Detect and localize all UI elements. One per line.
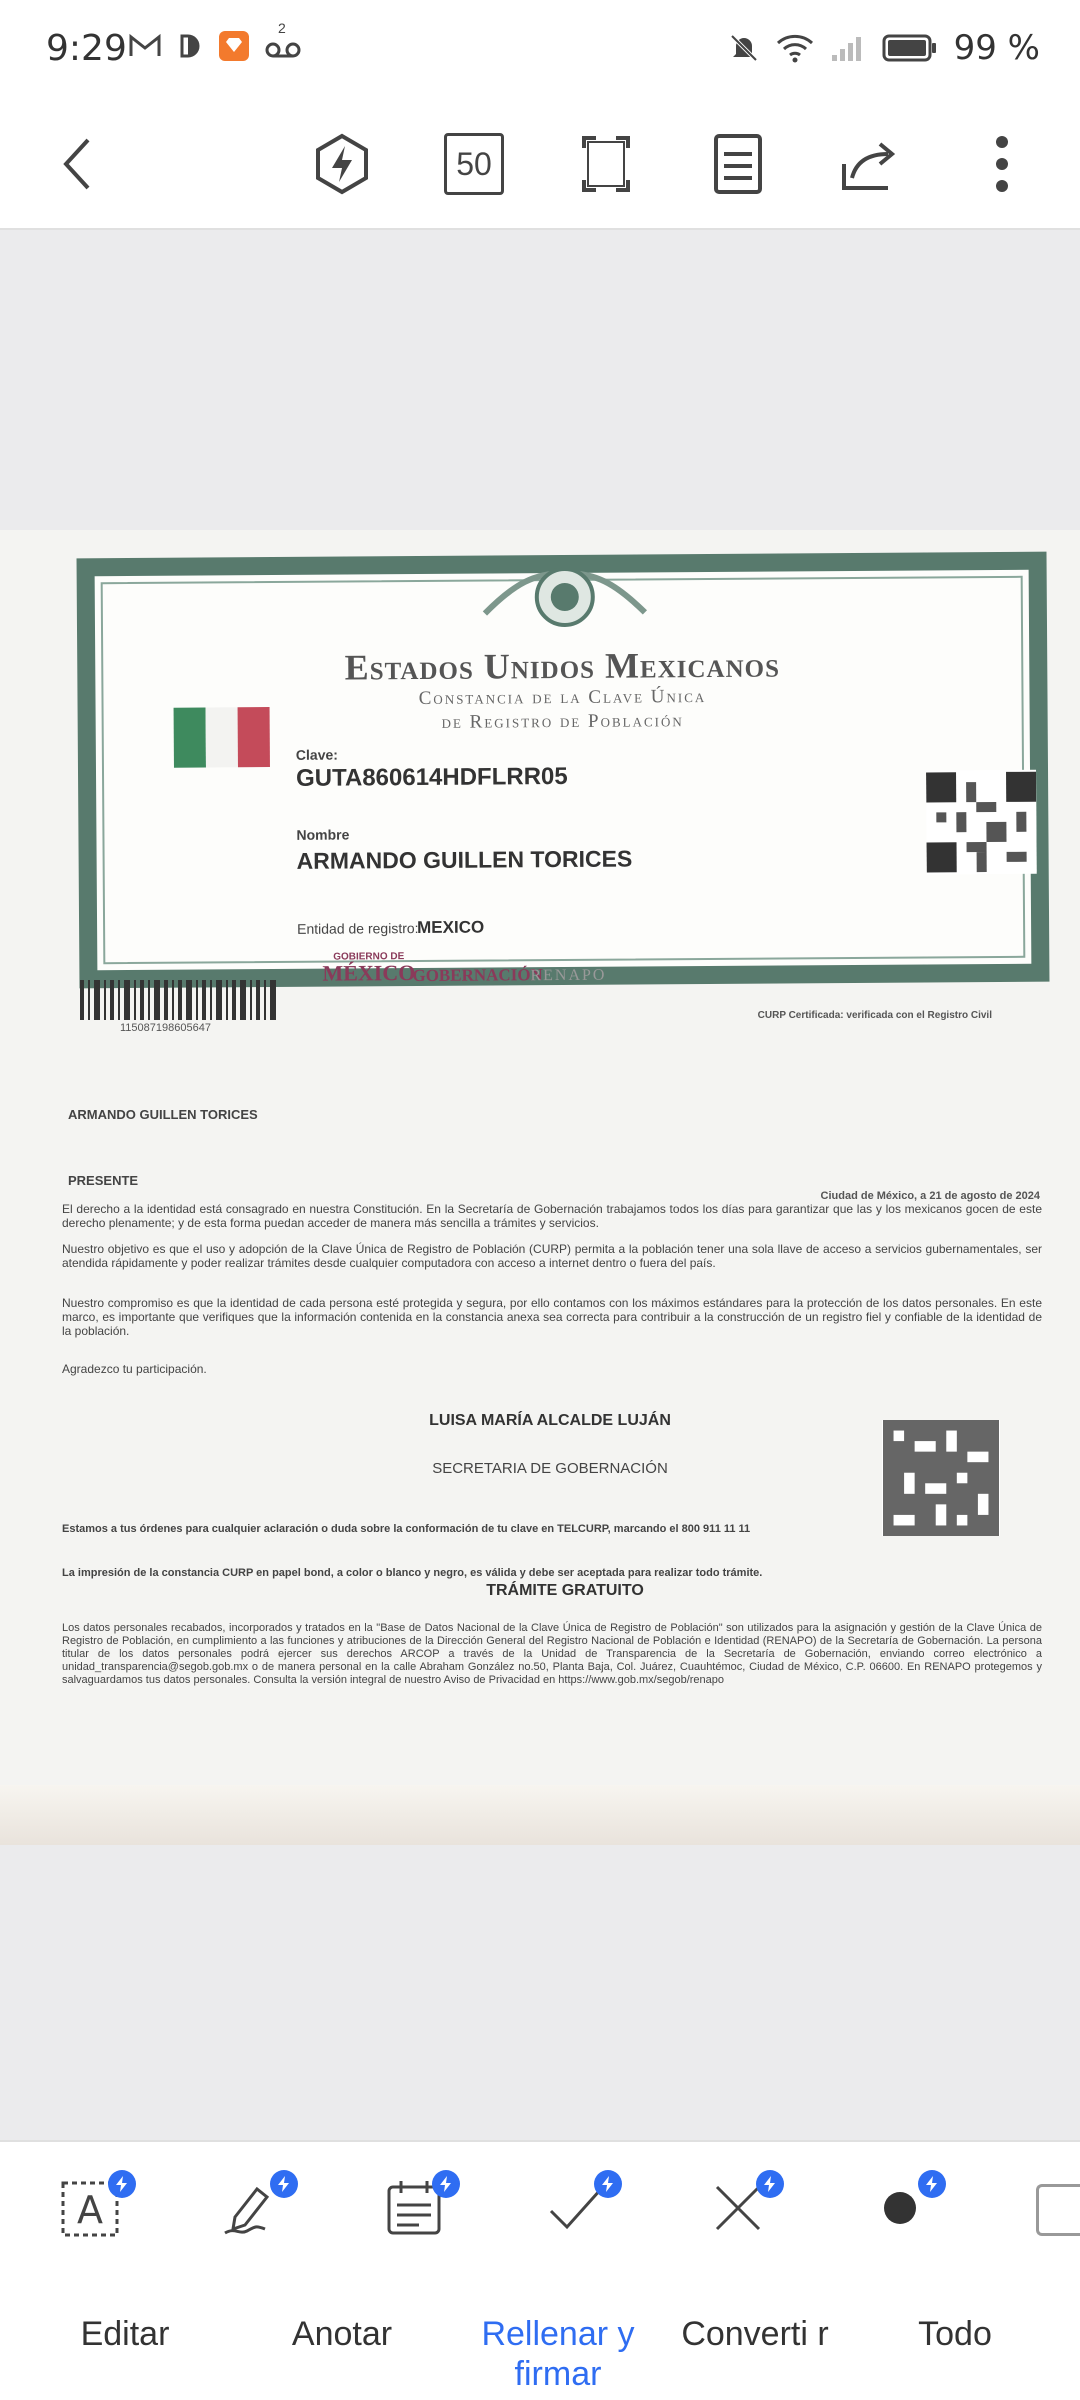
- document-list-icon: [710, 132, 766, 196]
- premium-badge-icon: [756, 2170, 784, 2198]
- signatory-title: SECRETARIA DE GOBERNACIÓN: [432, 1460, 668, 1477]
- svg-text:A: A: [77, 2188, 103, 2232]
- page-bottom-shadow: [0, 1785, 1080, 1845]
- voicemail-count: 2: [278, 20, 286, 36]
- clave-label: Clave:: [295, 746, 338, 763]
- gobernacion-logo: GOBERNACIÓN: [412, 965, 543, 986]
- letter-paragraph-4: Agradezco tu participación.: [62, 1362, 207, 1376]
- bell-muted-icon: [728, 32, 760, 64]
- tab-todo[interactable]: Todo: [918, 2315, 992, 2353]
- impresion-note: La impresión de la constancia CURP en papel bond, a color o blanco y negro, es válida y debe ser aceptada para realizar todo trámite.: [62, 1567, 763, 1579]
- page-view-button[interactable]: [694, 120, 782, 208]
- quick-action-button[interactable]: [298, 120, 386, 208]
- dot-tool[interactable]: [860, 2172, 940, 2244]
- premium-badge-icon: [108, 2170, 136, 2198]
- gobierno-mexico-logo: [322, 951, 415, 985]
- certificate-subtitle-1: Constancia de la Clave Única: [418, 685, 707, 710]
- nombre-label: Nombre: [296, 826, 350, 843]
- clave-value: GUTA860614HDFLRR05: [295, 762, 568, 792]
- mexico-flag-icon: [174, 707, 270, 768]
- renapo-logo: RENAPO: [530, 966, 607, 985]
- barcode-icon: [80, 980, 280, 1020]
- more-options-button[interactable]: [958, 120, 1046, 208]
- premium-badge-icon: [270, 2170, 298, 2198]
- entidad-label: Entidad de registro:: [297, 920, 419, 937]
- entidad-value: MEXICO: [417, 917, 485, 938]
- top-toolbar: [0, 100, 1080, 230]
- tab-rellenar-firmar[interactable]: Rellenar y firmar: [481, 2315, 635, 2393]
- signatory-name: LUISA MARÍA ALCALDE LUJÁN: [429, 1412, 671, 1429]
- letter-paragraph-1: El derecho a la identidad está consagrado en nuestra Constitución. En la Secretaría de Gobernación trabajamos todos los días para garantizar que las y los mexicanos gocen de este derecho plenamente; y de esta forma puedan acceder de manera más sencilla a trámites y servicios.: [62, 1202, 1042, 1230]
- letter-presente: PRESENTE: [68, 1173, 139, 1188]
- gobierno-big-text: MÉXICO: [322, 960, 416, 986]
- voicemail-icon: [264, 20, 302, 60]
- status-time: 9:29: [46, 28, 127, 69]
- premium-badge-icon: [594, 2170, 622, 2198]
- curp-certificada-note: CURP Certificada: verificada con el Registro Civil: [757, 1010, 992, 1021]
- wifi-icon: [776, 33, 814, 63]
- more-vertical-icon: [994, 134, 1010, 194]
- status-bar: [0, 0, 1080, 100]
- brave-icon: [218, 30, 250, 62]
- frame-icon: [578, 132, 634, 196]
- letter-paragraph-2: Nuestro objetivo es que el uso y adopción de la Clave Única de Registro de Población (CURP) permita a la población tener una sola llave de acceso a servicios gubernamentales, ser atendida rápidamente y poder realizar trámites desde cualquier computadora con acceso a internet dentro o fuera del país.: [62, 1242, 1042, 1270]
- signature-tool[interactable]: [212, 2172, 292, 2244]
- tramite-gratuito: TRÁMITE GRATUITO: [486, 1582, 644, 1599]
- signal-icon: [830, 33, 866, 63]
- tab-editar[interactable]: Editar: [80, 2315, 170, 2353]
- gobierno-small-text: GOBIERNO DE: [333, 951, 405, 963]
- scanned-document-page[interactable]: [0, 530, 1080, 1845]
- zoom-button[interactable]: [430, 120, 518, 208]
- zoom-box: [444, 133, 504, 195]
- chevron-left-icon: [58, 134, 98, 194]
- nombre-value: ARMANDO GUILLEN TORICES: [296, 845, 633, 874]
- letter-recipient-name: ARMANDO GUILLEN TORICES: [68, 1107, 258, 1122]
- tab-convertir[interactable]: Converti r: [681, 2315, 829, 2353]
- premium-badge-icon: [918, 2170, 946, 2198]
- fit-page-button[interactable]: [562, 120, 650, 208]
- telcurp-note: Estamos a tus órdenes para cualquier aclaración o duda sobre la conformación de tu clave en TELCURP, marcando el 800 911 11 11: [62, 1523, 751, 1535]
- signature-qr-code-icon: [882, 1420, 1000, 1536]
- barcode-number: 115087198605647: [120, 1022, 211, 1034]
- bottom-tab-bar: [0, 2270, 1080, 2400]
- certificate-title: Estados Unidos Mexicanos: [344, 644, 781, 688]
- status-right: [728, 28, 1040, 68]
- premium-badge-icon: [432, 2170, 460, 2198]
- lightning-hexagon-icon: [310, 132, 374, 196]
- privacy-notice: Los datos personales recabados, incorporados y tratados en la "Base de Datos Nacional de la Clave Única de Registro de Población" son utilizados para la asignación y gestión de la Clave Única de Registro de Población, en cumplimiento a las funciones y atribuciones de la Dirección General del Registro Nacional de Población e Identidad (RENAPO) de la Secretaría de Gobernación. La persona titular de los datos personales podrá ejercer sus derechos ARCOP a través de la Unidad de Transparencia de la Secretaría de Gobernación, enviando correo electrónico a unidad_transparencia@segob.gob.mx o de manera personal en la calle Abraham González no.50, Planta Baja, Col. Juárez, Cuauhtémoc, Ciudad de México, C.P. 06600. En RENAPO protegemos y salvaguardamos tus datos personales. Consulta la versión integral de nuestro Aviso de Privacidad en https://www.gob.mx/segob/renapo: [62, 1622, 1042, 1686]
- letter-date: Ciudad de México, a 21 de agosto de 2024: [820, 1190, 1040, 1202]
- battery-percent: 99 %: [953, 28, 1040, 68]
- cross-tool[interactable]: [698, 2172, 778, 2244]
- curp-certificate: [77, 552, 1050, 989]
- date-tool[interactable]: [374, 2172, 454, 2244]
- coat-of-arms-icon: [475, 562, 655, 633]
- battery-icon: [882, 33, 938, 63]
- more-tools-partial[interactable]: [1036, 2184, 1080, 2236]
- moon-icon: [176, 32, 204, 60]
- share-icon: [838, 134, 902, 194]
- status-notification-icons: [128, 20, 302, 62]
- text-field-tool[interactable]: [50, 2172, 130, 2244]
- back-button[interactable]: [34, 120, 122, 208]
- certificate-subtitle-2: de Registro de Población: [441, 710, 684, 733]
- zoom-label: 50: [456, 145, 492, 182]
- checkmark-tool[interactable]: [536, 2172, 616, 2244]
- share-button[interactable]: [826, 120, 914, 208]
- tab-anotar[interactable]: Anotar: [291, 2315, 393, 2353]
- fill-sign-tools: [0, 2140, 1080, 2272]
- letter-paragraph-3: Nuestro compromiso es que la identidad de cada persona esté protegida y segura, por ello contamos con los máximos estándares para la protección de los datos personales. En este marco, es importante que verifiques que la información contenida en la constancia anexa sea correcta para contribuir a la construcción de un registro fiel y confiable de la identidad de la población.: [62, 1296, 1042, 1338]
- gmail-icon: [128, 32, 162, 60]
- qr-code-icon: [926, 770, 1037, 875]
